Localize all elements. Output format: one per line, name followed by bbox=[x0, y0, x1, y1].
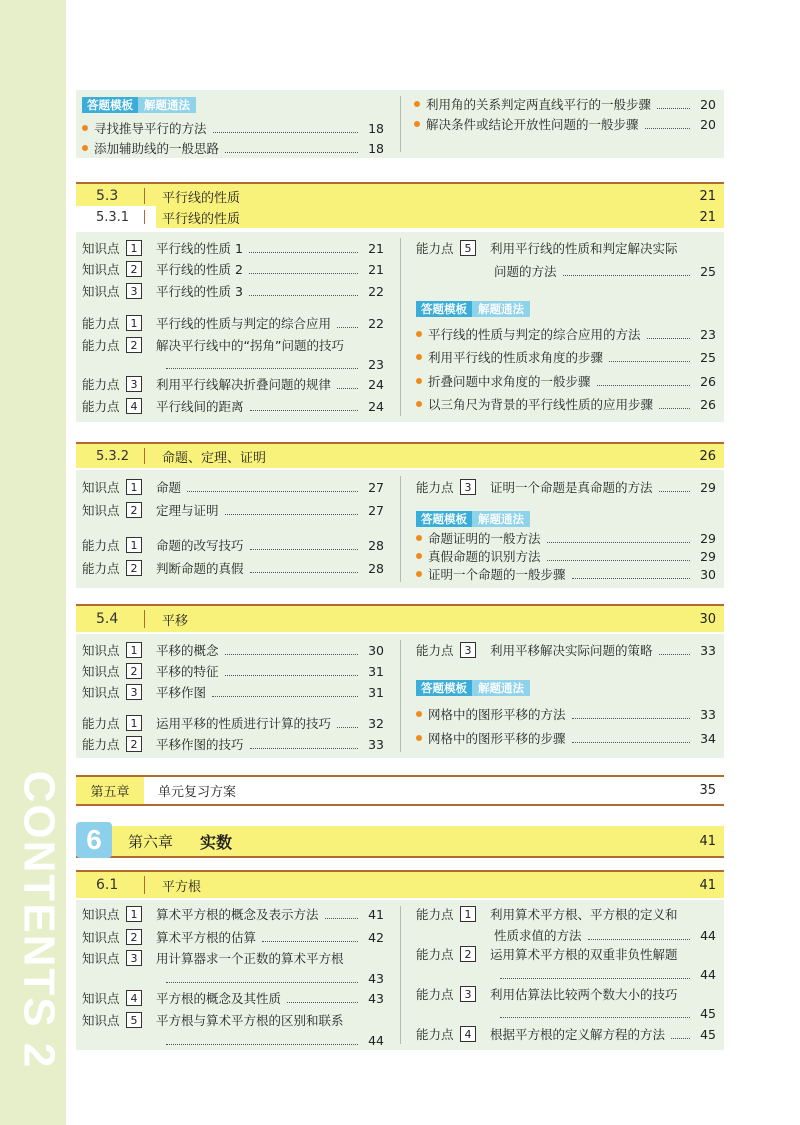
toc-entry-continuation: 44 bbox=[160, 1030, 384, 1050]
toc-entry[interactable]: 知识点 3 平行线的性质 3 22 bbox=[82, 283, 384, 299]
list-item[interactable]: 利用平行线的性质求角度的步骤 25 bbox=[416, 347, 716, 367]
column-divider bbox=[400, 238, 401, 416]
toc-entry-continuation: 性质求值的方法 44 bbox=[494, 927, 716, 943]
toc-entry[interactable]: 知识点 3 用计算器求一个正数的算术平方根 bbox=[82, 951, 344, 966]
subsection-5-3-1-text: 5.3.1 平行线的性质 21 bbox=[96, 209, 716, 227]
toc-entry-continuation: 45 bbox=[494, 1003, 716, 1023]
toc-entry[interactable]: 知识点 2 定理与证明 27 bbox=[82, 502, 384, 518]
section-5-3-header[interactable]: 5.3 平行线的性质 21 bbox=[76, 182, 724, 208]
toc-entry-continuation: 23 bbox=[160, 354, 384, 374]
toc-entry-continuation: 问题的方法 25 bbox=[494, 263, 716, 279]
bullet-icon bbox=[416, 378, 422, 384]
bullet-icon bbox=[416, 735, 422, 741]
toc-entry[interactable]: 能力点 1 命题的改写技巧 28 bbox=[82, 537, 384, 553]
toc-entry[interactable]: 知识点 1 算术平方根的概念及表示方法 41 bbox=[82, 906, 384, 922]
toc-entry[interactable]: 能力点 2 运用算术平方根的双重非负性解题 bbox=[416, 947, 678, 962]
bullet-icon bbox=[82, 125, 88, 131]
toc-entry[interactable]: 能力点 2 判断命题的真假 28 bbox=[82, 560, 384, 576]
column-divider bbox=[400, 476, 401, 582]
toc-entry[interactable]: 知识点 1 命题 27 bbox=[82, 479, 384, 495]
column-divider bbox=[400, 96, 401, 152]
bullet-icon bbox=[416, 401, 422, 407]
bullet-icon bbox=[416, 354, 422, 360]
toc-entry[interactable]: 能力点 3 利用平行线解决折叠问题的规律 24 bbox=[82, 376, 384, 392]
bullet-icon bbox=[416, 535, 422, 541]
toc-entry[interactable]: 知识点 2 平行线的性质 2 21 bbox=[82, 261, 384, 277]
bullet-icon bbox=[414, 121, 420, 127]
toc-entry[interactable]: 能力点 4 根据平方根的定义解方程的方法 45 bbox=[416, 1026, 716, 1042]
toc-entry[interactable]: 知识点 5 平方根与算术平方根的区别和联系 bbox=[82, 1013, 344, 1028]
list-item[interactable]: 添加辅助线的一般思路 18 bbox=[82, 138, 384, 158]
list-item[interactable]: 真假命题的识别方法 29 bbox=[416, 546, 716, 566]
toc-entry-continuation: 43 bbox=[160, 968, 384, 988]
toc-entry-continuation: 44 bbox=[494, 964, 716, 984]
chapter-5-review[interactable]: 第五章 单元复习方案 35 bbox=[76, 775, 724, 806]
column-divider bbox=[400, 906, 401, 1044]
list-item[interactable]: 折叠问题中求角度的一般步骤 26 bbox=[416, 371, 716, 391]
toc-entry[interactable]: 能力点 1 平行线的性质与判定的综合应用 22 bbox=[82, 315, 384, 331]
list-item[interactable]: 平行线的性质与判定的综合应用的方法 23 bbox=[416, 324, 716, 344]
toc-entry[interactable]: 能力点 2 解决平行线中的“拐角”问题的技巧 bbox=[82, 338, 344, 353]
toc-entry[interactable]: 知识点 1 平移的概念 30 bbox=[82, 642, 384, 658]
toc-entry[interactable]: 能力点 3 利用平移解决实际问题的策略 33 bbox=[416, 642, 716, 658]
list-item[interactable]: 证明一个命题的一般步骤 30 bbox=[416, 564, 716, 584]
toc-entry[interactable]: 能力点 1 运用平移的性质进行计算的技巧 32 bbox=[82, 715, 384, 731]
chapter-number-badge: 6 bbox=[76, 822, 112, 858]
template-badge: 答题模板 解题通法 bbox=[82, 97, 196, 113]
bullet-icon bbox=[82, 145, 88, 151]
bullet-icon bbox=[416, 553, 422, 559]
list-item[interactable]: 以三角尺为背景的平行线性质的应用步骤 26 bbox=[416, 394, 716, 414]
list-item[interactable]: 网格中的图形平移的方法 33 bbox=[416, 704, 716, 724]
toc-entry[interactable]: 能力点 4 平行线间的距离 24 bbox=[82, 398, 384, 414]
bullet-icon bbox=[416, 711, 422, 717]
toc-entry[interactable]: 知识点 1 平行线的性质 1 21 bbox=[82, 240, 384, 256]
chapter-6-header[interactable]: 6 第六章 实数 41 bbox=[76, 826, 724, 858]
template-badge: 答题模板 解题通法 bbox=[416, 680, 530, 696]
toc-entry[interactable]: 能力点 3 利用估算法比较两个数大小的技巧 bbox=[416, 987, 678, 1002]
toc-entry[interactable]: 能力点 1 利用算术平方根、平方根的定义和 bbox=[416, 907, 678, 922]
subsection-5-3-2-header[interactable]: 5.3.2 命题、定理、证明 26 bbox=[76, 442, 724, 468]
bullet-icon bbox=[414, 101, 420, 107]
bullet-icon bbox=[416, 331, 422, 337]
list-item[interactable]: 解决条件或结论开放性问题的一般步骤 20 bbox=[414, 114, 716, 134]
toc-entry[interactable]: 能力点 5 利用平行线的性质和判定解决实际 bbox=[416, 241, 678, 256]
column-divider bbox=[400, 640, 401, 752]
toc-entry[interactable]: 能力点 2 平移作图的技巧 33 bbox=[82, 736, 384, 752]
toc-entry[interactable]: 知识点 2 算术平方根的估算 42 bbox=[82, 929, 384, 945]
toc-entry[interactable]: 知识点 3 平移作图 31 bbox=[82, 684, 384, 700]
list-item[interactable]: 利用角的关系判定两直线平行的一般步骤 20 bbox=[414, 94, 716, 114]
list-item[interactable]: 寻找推导平行的方法 18 bbox=[82, 118, 384, 138]
toc-entry[interactable]: 知识点 2 平移的特征 31 bbox=[82, 663, 384, 679]
template-badge: 答题模板 解题通法 bbox=[416, 511, 530, 527]
contents-vertical-label: CONTENTS 2 bbox=[14, 770, 64, 1070]
bullet-icon bbox=[416, 571, 422, 577]
list-item[interactable]: 网格中的图形平移的步骤 34 bbox=[416, 728, 716, 748]
toc-entry[interactable]: 知识点 4 平方根的概念及其性质 43 bbox=[82, 990, 384, 1006]
template-badge: 答题模板 解题通法 bbox=[416, 301, 530, 317]
toc-entry[interactable]: 能力点 3 证明一个命题是真命题的方法 29 bbox=[416, 479, 716, 495]
section-5-4-header[interactable]: 5.4 平移 30 bbox=[76, 604, 724, 632]
list-item[interactable]: 命题证明的一般方法 29 bbox=[416, 528, 716, 548]
section-6-1-header[interactable]: 6.1 平方根 41 bbox=[76, 870, 724, 898]
